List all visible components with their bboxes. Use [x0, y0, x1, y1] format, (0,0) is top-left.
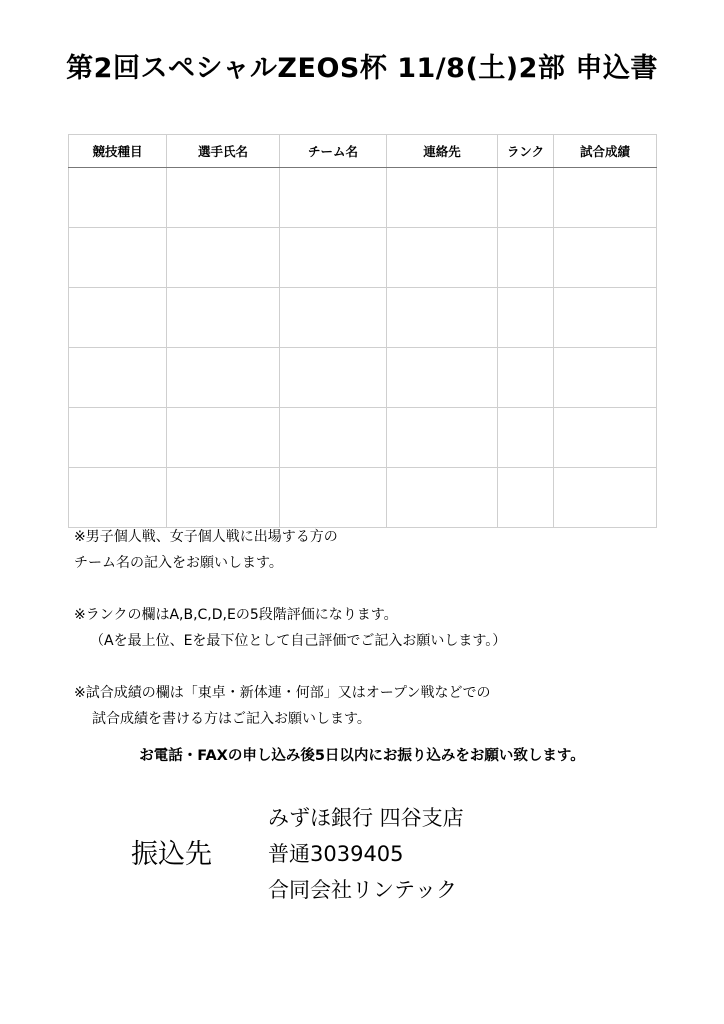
cell-event[interactable]	[69, 168, 167, 228]
table-row	[69, 228, 657, 288]
cell-player-name[interactable]	[167, 288, 280, 348]
note-rank-line1: ※ランクの欄はA,B,C,D,Eの5段階評価になります。	[74, 607, 398, 623]
note-result-line1: ※試合成績の欄は「東卓・新体連・何部」又はオープン戦などでの	[74, 685, 491, 701]
instructions	[74, 524, 694, 732]
transfer-label: 振込先	[131, 839, 212, 870]
cell-event[interactable]	[69, 348, 167, 408]
cell-match-results[interactable]	[554, 468, 657, 528]
table-row	[69, 288, 657, 348]
cell-player-name[interactable]	[167, 228, 280, 288]
cell-match-results[interactable]	[554, 408, 657, 468]
cell-contact[interactable]	[387, 288, 498, 348]
application-table	[68, 134, 657, 528]
cell-team-name[interactable]	[280, 288, 387, 348]
cell-contact[interactable]	[387, 348, 498, 408]
cell-contact[interactable]	[387, 168, 498, 228]
cell-event[interactable]	[69, 228, 167, 288]
header-contact: 連絡先	[387, 135, 498, 168]
cell-player-name[interactable]	[167, 168, 280, 228]
header-player-name: 選手氏名	[167, 135, 280, 168]
cell-match-results[interactable]	[554, 288, 657, 348]
header-event: 競技種目	[69, 135, 167, 168]
cell-rank[interactable]	[498, 288, 554, 348]
table-row	[69, 408, 657, 468]
cell-team-name[interactable]	[280, 468, 387, 528]
cell-rank[interactable]	[498, 348, 554, 408]
payment-notice: お電話・FAXの申し込み後5日以内にお振り込みをお願い致します。	[139, 748, 585, 764]
header-team-name: チーム名	[280, 135, 387, 168]
note-team-line2: チーム名の記入をお願いします。	[74, 555, 283, 571]
cell-contact[interactable]	[387, 228, 498, 288]
cell-contact[interactable]	[387, 468, 498, 528]
cell-rank[interactable]	[498, 168, 554, 228]
cell-event[interactable]	[69, 408, 167, 468]
cell-rank[interactable]	[498, 468, 554, 528]
cell-rank[interactable]	[498, 228, 554, 288]
header-match-results: 試合成績	[554, 135, 657, 168]
page-title: 第2回スペシャルZEOS杯 11/8(土)2部 申込書	[66, 53, 658, 84]
table-row	[69, 168, 657, 228]
bank-details	[268, 800, 464, 908]
cell-team-name[interactable]	[280, 168, 387, 228]
bank-name: みずほ銀行 四谷支店	[268, 806, 464, 830]
table-row	[69, 348, 657, 408]
cell-event[interactable]	[69, 468, 167, 528]
cell-event[interactable]	[69, 288, 167, 348]
cell-match-results[interactable]	[554, 228, 657, 288]
cell-player-name[interactable]	[167, 468, 280, 528]
table-header-row	[69, 135, 657, 168]
cell-match-results[interactable]	[554, 168, 657, 228]
account-holder: 合同会社リンテック	[268, 878, 457, 902]
cell-contact[interactable]	[387, 408, 498, 468]
table-row	[69, 468, 657, 528]
cell-player-name[interactable]	[167, 408, 280, 468]
note-result-line2: 試合成績を書ける方はご記入お願いします。	[92, 711, 371, 727]
header-rank: ランク	[498, 135, 554, 168]
cell-rank[interactable]	[498, 408, 554, 468]
cell-match-results[interactable]	[554, 348, 657, 408]
cell-team-name[interactable]	[280, 228, 387, 288]
note-team-line1: ※男子個人戦、女子個人戦に出場する方の	[74, 529, 338, 545]
note-rank-line2: （Aを最上位、Eを最下位として自己評価でご記入お願いします。）	[90, 633, 507, 649]
cell-player-name[interactable]	[167, 348, 280, 408]
cell-team-name[interactable]	[280, 408, 387, 468]
account-number: 普通3039405	[268, 842, 404, 866]
cell-team-name[interactable]	[280, 348, 387, 408]
